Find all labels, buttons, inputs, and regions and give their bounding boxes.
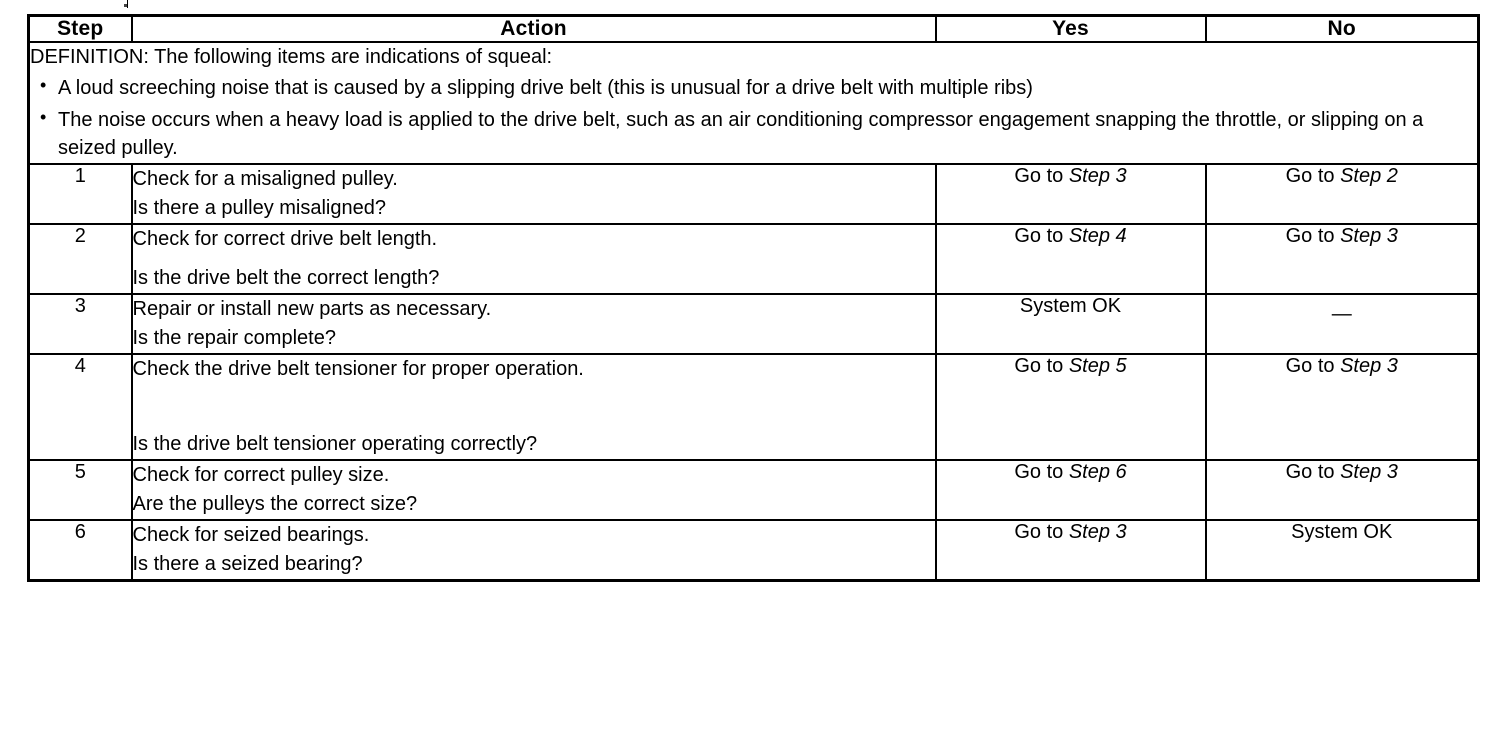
yes-result [936,294,1206,354]
step-number: 2 [29,224,132,294]
column-header-no: No [1206,16,1479,43]
action-question: Is the drive belt the correct length? [132,266,440,289]
definition-cell [29,42,1479,164]
yes-result-text: System OK [1019,294,1122,317]
definition-title: DEFINITION: The following items are indications of squeal: [30,46,553,68]
no-result [1206,354,1479,460]
table-row [29,460,1479,520]
action-question: Is there a pulley misaligned? [132,196,386,219]
action-instruction: Check the drive belt tensioner for proper operation. [132,357,584,380]
column-header-action: Action [132,16,936,43]
table-row [29,354,1479,460]
no-result-text: Go to Step 3 [1285,354,1398,377]
action-instruction: Check for a misaligned pulley. [132,167,398,190]
action-question: Is the repair complete? [132,326,336,349]
yes-result-text: Go to Step 6 [1014,460,1127,483]
page-speck [124,4,127,7]
table-row [29,164,1479,224]
no-result [1206,294,1479,354]
no-result [1206,224,1479,294]
no-result-text: Go to Step 3 [1285,460,1398,483]
yes-result-text: Go to Step 4 [1014,224,1127,247]
action-question: Is the drive belt tensioner operating correctly? [132,432,538,455]
yes-result-text: Go to Step 3 [1014,520,1127,543]
yes-result [936,520,1206,581]
table-body [29,42,1479,580]
no-result-text: System OK [1291,520,1393,543]
step-number: 6 [29,520,132,581]
action-question: Are the pulleys the correct size? [132,492,418,515]
table-row [29,294,1479,354]
action-cell [132,460,936,520]
yes-result [936,224,1206,294]
definition-row [29,42,1479,164]
page-tick-mark [127,0,128,8]
bullet-icon: • [40,106,47,127]
step-number: 3 [29,294,132,354]
definition-bullet-item [30,106,1477,163]
step-number: 5 [29,460,132,520]
table-row [29,520,1479,581]
no-result-text: Go to Step 3 [1285,224,1398,247]
no-result-text: — [1331,303,1352,326]
no-result [1206,460,1479,520]
action-instruction: Check for correct pulley size. [132,463,390,486]
definition-bullet-text: A loud screeching noise that is caused by a slipping drive belt (this is unusual for a drive belt with multiple ribs) [58,77,1033,100]
table-header-row [29,16,1479,43]
definition-bullet-text: The noise occurs when a heavy load is applied to the drive belt, such as an air conditioning compressor engagement snapping the throttle, or slipping on a seized pulley. [58,108,1424,160]
definition-bullet-list [30,74,1477,162]
table-header [29,16,1479,43]
no-result [1206,520,1479,581]
yes-result [936,164,1206,224]
action-instruction: Check for correct drive belt length. [132,227,438,250]
action-cell [132,224,936,294]
step-number: 4 [29,354,132,460]
bullet-icon: • [40,75,47,96]
yes-result [936,460,1206,520]
table-row [29,224,1479,294]
action-cell [132,520,936,581]
action-cell [132,294,936,354]
column-header-yes: Yes [936,16,1206,43]
diagnostic-table [27,14,1480,582]
no-result-text: Go to Step 2 [1285,164,1398,187]
yes-result [936,354,1206,460]
action-instruction: Check for seized bearings. [132,523,370,546]
step-number: 1 [29,164,132,224]
no-result [1206,164,1479,224]
row-spacer [133,254,935,264]
action-instruction: Repair or install new parts as necessary. [132,297,492,320]
action-question: Is there a seized bearing? [132,552,363,575]
action-cell [132,354,936,460]
action-cell [132,164,936,224]
yes-result-text: Go to Step 3 [1014,164,1127,187]
column-header-step: Step [29,16,132,43]
row-spacer [133,384,935,430]
yes-result-text: Go to Step 5 [1014,354,1127,377]
definition-bullet-item [30,74,1477,102]
